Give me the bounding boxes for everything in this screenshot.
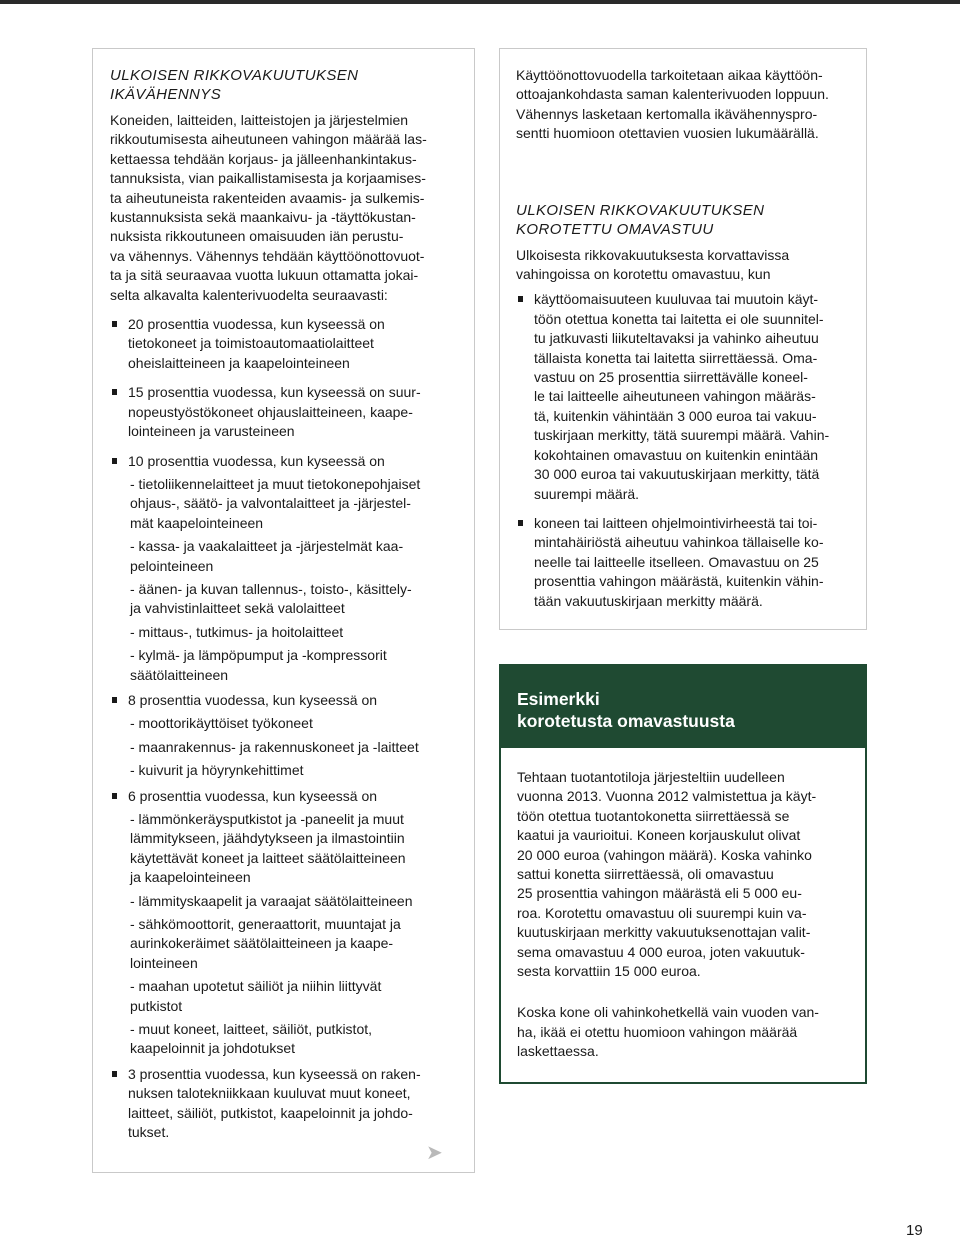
dash-item: - lämmityskaapelit ja varaajat säätölaitteineen bbox=[130, 892, 413, 909]
top-rule bbox=[0, 0, 960, 4]
dash-item: - sähkömoottorit, generaattorit, muuntajat ja aurinkokeräimet säätölaitteineen ja kaape- lointeineen bbox=[130, 916, 401, 971]
dash-item: - moottorikäyttöiset työkoneet bbox=[130, 715, 313, 732]
example-box bbox=[499, 664, 867, 1084]
korotettu-omavastuu-intro: Ulkoisesta rikkovakuutuksesta korvattavissa vahingoissa on korotettu omavastuu, kun bbox=[516, 246, 790, 283]
page-number: 19 bbox=[906, 1222, 923, 1239]
kayttoonottovuosi-paragraph: Käyttöönottovuodella tarkoitetaan aikaa käyttöön- ottoajankohdasta saman kalenterivuoden loppuun. Vähennys lasketaan kertomalla ikävähennyspro- sentti huomioon otettavien vuosien lukumäärällä. bbox=[516, 67, 829, 142]
example-paragraph: Tehtaan tuotantotiloja järjesteltiin uudelleen vuonna 2013. Vuonna 2012 valmistettua ja käyt- töön otettua tuotantokonetta siirrettäessä se kaatui ja vaurioitui. Koneen korjauskulut olivat 20 000 euroa (vahingon määrä). Koska vahinko sattui konetta siirrettäessä, oli omavastuu 25 prosenttia vahingon määrästä eli 5 000 eu- roa. Korotettu omavastuu oli suurempi kuin va- kuutuskirjaan merkitty vakuutuksenottajan valit- sema omavastuu 4 000 euroa, joten vakuutuk- sesta korvattiin 15 000 euroa. bbox=[517, 769, 817, 980]
dash-item: - maanrakennus- ja rakennuskoneet ja -laitteet bbox=[130, 738, 419, 755]
dash-item: - kylmä- ja lämpöpumput ja -kompressorit säätölaitteineen bbox=[130, 647, 387, 683]
bullet-6-percent: 6 prosenttia vuodessa, kun kyseessä on bbox=[110, 787, 457, 806]
bullet-3-percent: 3 prosenttia vuodessa, kun kyseessä on raken- nuksen talotekniikkaan kuuluvat muut koneet, laitteet, säiliöt, putkistot, kaapeloinnit ja johdo- tukset. bbox=[110, 1065, 457, 1143]
example-paragraph: Koska kone oli vahinkohetkellä vain vuoden van- ha, ikää ei otettu huomioon vahingon määrää laskettaessa. bbox=[517, 1004, 819, 1060]
bullet-10-percent: 10 prosenttia vuodessa, kun kyseessä on bbox=[110, 452, 457, 471]
ikavahennys-box bbox=[92, 48, 475, 1173]
ikavahennys-intro: Koneiden, laitteiden, laitteistojen ja järjestelmien rikkoutumisesta aiheutuneen vahingon määrää las- kettaessa tehdään korjaus- ja jälleenhankintakus- tannuksista, vian paikallistamisesta ja korjaamises- ta aiheutuneista rakenteiden avaamis- ja sulkemis- kustannuksista sekä maankaivu- ja -täyttökustan- nuksista rikkoutuneen omaisuuden iän perustu- va vähennys. Vähennys tehdään käyttöönottovuot- ta ja sitä seuraavaa vuotta lukuun ottamatta jokai- selta alkavalta kalenterivuodelta seuraavasti: bbox=[110, 112, 427, 303]
dash-item: - tietoliikennelaitteet ja muut tietokonepohjaiset ohjaus-, säätö- ja valvontalaitteet ja -järjestel- mät kaapelointeineen bbox=[130, 475, 421, 531]
dash-item: - lämmönkeräysputkistot ja -paneelit ja muut lämmitykseen, jäähdytykseen ja ilmastointiin käytettävät koneet ja laitteet säätölaitteineen ja kaapelointeineen bbox=[130, 811, 406, 886]
dash-item: - kuivurit ja höyrynkehittimet bbox=[130, 762, 304, 779]
dash-item: - muut koneet, laitteet, säiliöt, putkistot, kaapeloinnit ja johdotukset bbox=[130, 1021, 373, 1057]
korotettu-omavastuu-heading: ULKOISEN RIKKOVAKUUTUKSEN KOROTETTU OMAVASTUU bbox=[516, 201, 765, 238]
ikavahennys-heading: ULKOISEN RIKKOVAKUUTUKSEN IKÄVÄHENNYS bbox=[110, 67, 359, 103]
dash-item: - kassa- ja vaakalaitteet ja -järjestelmät kaa- pelointeineen bbox=[130, 538, 404, 574]
bullet-8-percent: 8 prosenttia vuodessa, kun kyseessä on bbox=[110, 691, 457, 710]
dash-item: - mittaus-, tutkimus- ja hoitolaitteet bbox=[130, 623, 344, 640]
bullet-siirto: käyttöomaisuuteen kuuluvaa tai muutoin käyt- töön otettua konetta tai laitetta ei ole suunnitel- tu jatkuvasti liikuteltavaksi ja vahinko aiheutuu tällaista konetta tai laitetta siirrettäessä. Oma- vastuu on 25 prosenttia siirrettävälle koneel- le tai laitteelle aiheutuneen vahingon määräs- tä, kuitenkin vähintään 3 000 euroa tai vakuu- tuskirjaan merkitty, tätä suurempi määrä. Vahin- kokohtainen omavastuu on kuitenkin enintään 30 000 euroa tai vakuutuskirjaan merkitty, tätä suurempi määrä. bbox=[516, 290, 850, 503]
dash-item: - maahan upotetut säiliöt ja niihin liittyvät putkistot bbox=[130, 978, 382, 1014]
continue-arrow-icon: ➤ bbox=[426, 1142, 443, 1164]
bullet-20-percent: 20 prosenttia vuodessa, kun kyseessä on tietokoneet ja toimistoautomaatiolaitteet oheislaitteineen ja kaapelointeineen bbox=[110, 315, 457, 373]
bullet-ohjelmointivirhe: koneen tai laitteen ohjelmointivirheestä tai toi- mintahäiriöstä aiheutuu vahinkoa tällaiselle ko- neelle tai laitteelle itselleen. Omavastuu on 25 prosenttia vahingon määrästä, kuitenkin vähin- tään vakuutuskirjaan merkitty määrä. bbox=[516, 514, 850, 611]
dash-item: - äänen- ja kuvan tallennus-, toisto-, käsittely- ja vahvistinlaitteet sekä valolaitteet bbox=[130, 580, 412, 617]
example-title: Esimerkki korotetusta omavastuusta bbox=[501, 666, 865, 748]
bullet-15-percent: 15 prosenttia vuodessa, kun kyseessä on suur- nopeustyöstökoneet ohjauslaitteineen, kaape- lointeineen ja varusteineen bbox=[110, 383, 457, 441]
korotettu-omavastuu-box bbox=[499, 48, 867, 630]
